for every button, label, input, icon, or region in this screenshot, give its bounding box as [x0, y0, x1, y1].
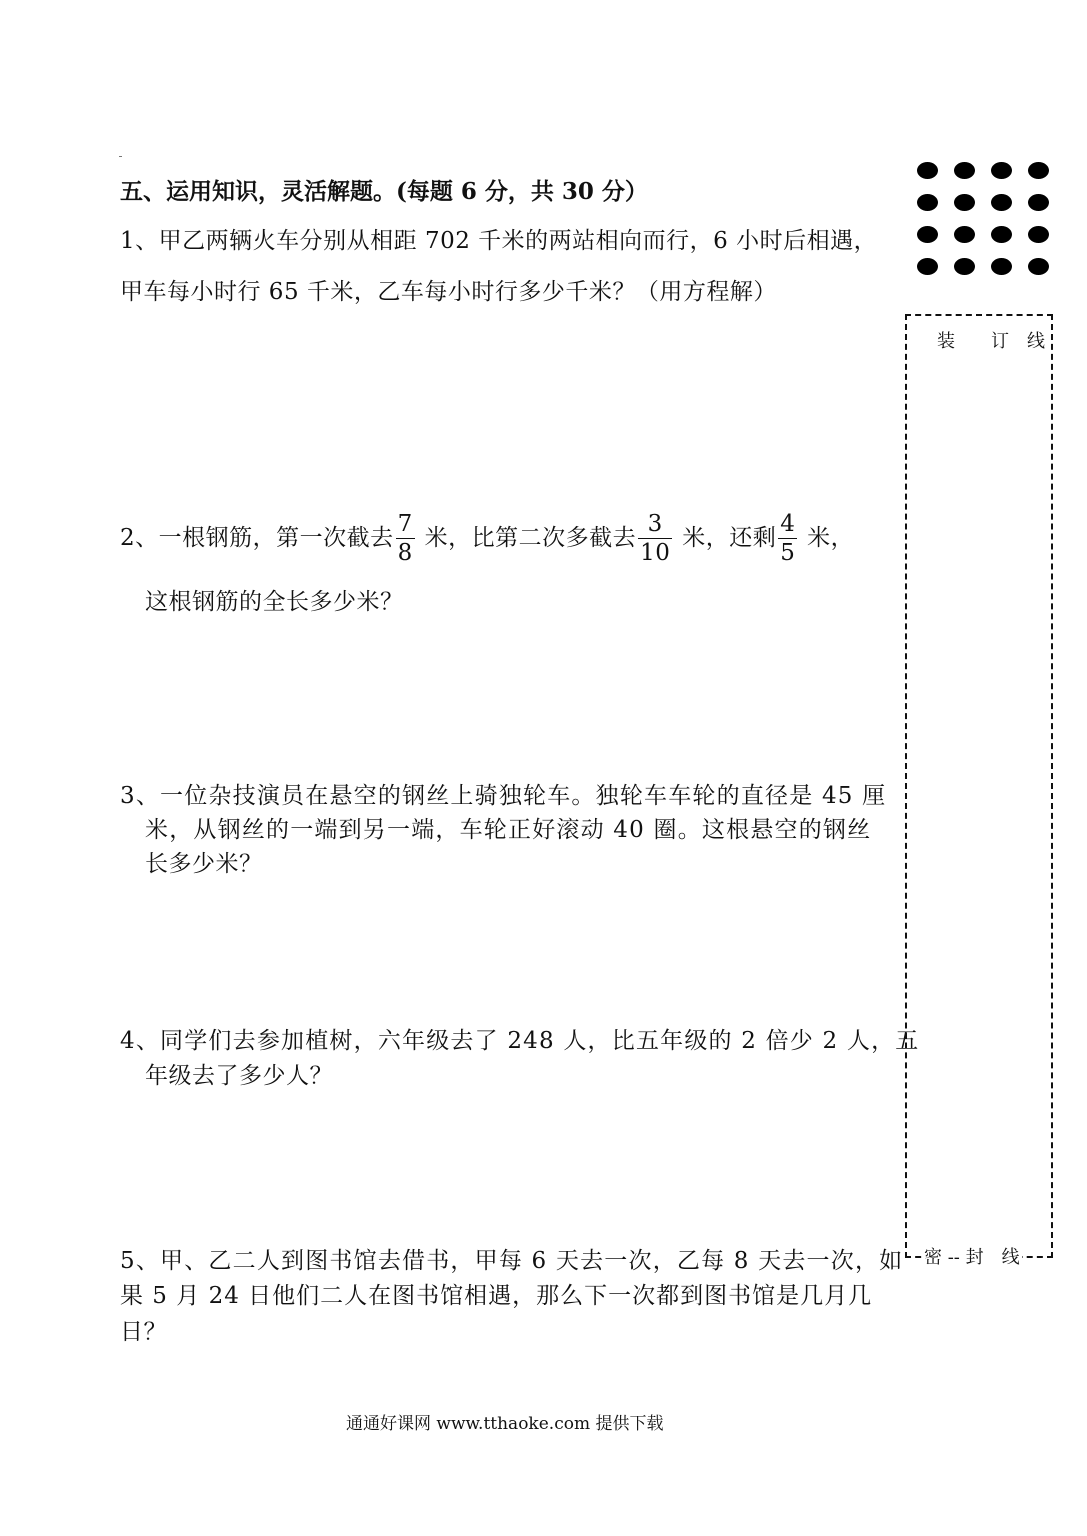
fraction-numerator: 4 [780, 511, 796, 537]
dot-icon [954, 226, 975, 243]
dot-icon [917, 258, 938, 275]
fraction-numerator: 7 [397, 511, 413, 537]
dot-icon [991, 258, 1012, 275]
binding-line-box [905, 314, 1053, 1258]
problem-2-text-3: 米，还剩 [682, 525, 777, 551]
problem-5-line-2: 果 5 月 24 日他们二人在图书馆相遇，那么下一次都到图书馆是几月几 [120, 1283, 873, 1309]
problem-3-line-1: 3、一位杂技演员在悬空的钢丝上骑独轮车。独轮车车轮的直径是 45 厘 [120, 783, 887, 809]
fraction-three-tenths [638, 513, 672, 565]
problem-4-line-1: 4、同学们去参加植树，六年级去了 248 人，比五年级的 2 倍少 2 人，五 [120, 1028, 920, 1054]
problem-3-line-2: 米，从钢丝的一端到另一端，车轮正好滚动 40 圈。这根悬空的钢丝 [145, 817, 872, 843]
dot-icon [1028, 226, 1049, 243]
dot-icon [917, 226, 938, 243]
fraction-denominator: 5 [780, 540, 796, 566]
fraction-seven-eighths [396, 513, 415, 565]
dot-icon [954, 162, 975, 179]
dot-icon [1028, 194, 1049, 211]
problem-5-line-3: 日？ [120, 1319, 167, 1345]
dot-icon [954, 258, 975, 275]
scan-mark [119, 156, 122, 157]
section-heading: 五、运用知识，灵活解题。(每题 6 分，共 30 分） [120, 178, 648, 205]
problem-1-line-1: 1、甲乙两辆火车分别从相距 702 千米的两站相向而行，6 小时后相遇， [120, 228, 878, 254]
fraction-denominator: 8 [397, 540, 413, 566]
problem-4-line-2: 年级去了多少人？ [145, 1063, 333, 1089]
problem-2-text-1: 2、一根钢筋，第一次截去 [120, 525, 394, 551]
dot-icon [917, 194, 938, 211]
footer-text: 通通好课网 www.tthaoke.com 提供下载 [346, 1414, 664, 1434]
dot-icon [991, 194, 1012, 211]
problem-5-line-1: 5、甲、乙二人到图书馆去借书，甲每 6 天去一次，乙每 8 天去一次，如 [120, 1248, 904, 1274]
dot-icon [1028, 258, 1049, 275]
binding-label-top: 装 订 线 [937, 331, 1045, 352]
dot-icon [991, 226, 1012, 243]
problem-2-line-2: 这根钢筋的全长多少米？ [145, 589, 404, 615]
dot-icon [917, 162, 938, 179]
problem-3-line-3: 长多少米？ [145, 851, 263, 877]
dot-icon [1028, 162, 1049, 179]
binding-dots [917, 162, 1057, 278]
fraction-denominator: 10 [640, 540, 671, 566]
fraction-numerator: 3 [638, 513, 672, 539]
problem-2-line-1 [120, 508, 854, 568]
problem-2-text-4: 米， [807, 525, 855, 551]
problem-1-line-2: 甲车每小时行 65 千米，乙车每小时行多少千米？（用方程解） [120, 279, 777, 305]
fraction-four-fifths [778, 513, 797, 565]
dot-icon [991, 162, 1012, 179]
problem-2-text-2: 米，比第二次多截去 [424, 525, 637, 551]
dot-icon [954, 194, 975, 211]
seal-label-bottom: 密 -- 封 线 [922, 1243, 1022, 1269]
